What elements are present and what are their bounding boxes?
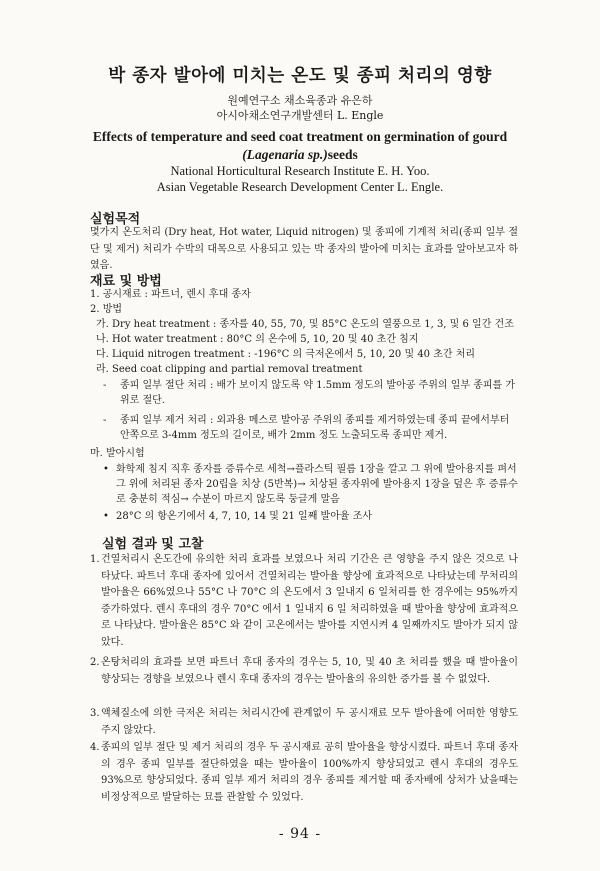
method-seed-coat: 라. Seed coat clipping and partial removal treatment [96,364,363,375]
bullet-dot-1: • [103,464,109,475]
germination-test-label: 마. 발아시험 [90,448,145,459]
objective-heading: 실험목적 [90,212,141,227]
english-affiliation-2: Asian Vegetable Research Development Center L. Engle. [156,180,444,194]
method-hot-water: 나. Hot water treatment : 80°C 의 온수에 5, 10, 20 및 40 초간 침지 [96,334,419,345]
method-label: 2. 방법 [90,304,123,315]
germination-survey: 28°C 의 항온기에서 4, 7, 10, 14 및 21 일째 발아율 조사 [116,511,373,522]
bullet-dash-1: - [103,380,107,391]
results-heading: 실험 결과 및 고찰 [102,537,204,552]
result-item-2: 2. 온탕처리의 효과를 보면 파트너 후대 종자의 경우는 5, 10, 및 40 초 처리를 했을 때 발아율이 향상되는 경향을 보였으나 렌시 후대 종자의 경우는 발아율의 유의한 증가를 볼 수 없었다. [90,657,518,685]
seed-coat-clipping: 종피 일부 절단 처리 : 배가 보이지 않도록 약 1.5mm 정도의 발아공 주위의 일부 종피를 가위로 절단. [120,380,516,406]
result-item-4: 4. 종피의 일부 절단 및 제거 처리의 경우 두 공시재료 공히 발아율을 향상시켰다. 파트너 후대 종자의 경우 종피 일부를 절단하였을 때는 발아율이 100%까지 향상되었고 렌시 후대의 경우도 93%으로 향상되었다. 종피 일부 제거 처리의 경우 종피를 제거할 때 종자배에 상처가 났을때는 비정상적으로 발달하는 묘를 관찰할 수 있었다. [90,742,518,803]
material-line: 1. 공시재료 : 파트너, 렌시 후대 종자 [90,289,251,300]
page-title: 박 종자 발아에 미치는 온도 및 종피 처리의 영향 [108,66,492,86]
result-item-1: 1. 건열처리시 온도간에 유의한 처리 효과를 보였으나 처리 기간은 큰 영향을 주지 않은 것으로 나타났다. 파트너 후대 종자에 있어서 건열처리는 발아율 향상에 효과적으로 나타났는데 무처리의 발아율은 66%였으나 55°C 나 70°C 의 온도에서 3 일내지 6 일처리를 한 경우에는 95%까지 증가하였다. 렌시 후대의 경우 70°C 에서 1 일내지 6 일 처리하였을 때 발아율 향상에 효과적으로 나타났다. 발아율은 85°C 와 같이 고온에서는 발아를 지연시켜 4 일째까지도 발아가 되지 않았다. [90,554,518,648]
result-item-3: 3. 액체질소에 의한 극저온 처리는 처리시간에 관계없이 두 공시재료 모두 발아율에 어떠한 영향도 주지 않았다. [90,708,518,736]
page-number: - 94 - [278,826,322,842]
methods-heading: 재료 및 방법 [90,274,162,289]
seed-coat-removal: 종피 일부 제거 처리 : 외과용 메스로 발아공 주위의 종피를 제거하였는데 종피 끝에서부터 안쪽으로 3-4mm 정도의 길이로, 배가 2mm 정도 노출되도록 종피만 제거. [120,415,510,441]
korean-affiliation-2: 아시아채소연구개발센터 L. Engle [216,109,384,122]
korean-affiliation-1: 원예연구소 채소육종과 유은하 [227,94,373,107]
species-name: (Lagenaria sp.) [242,147,328,162]
english-affiliation-1: National Horticultural Research Institute E. H. Yoo. [170,164,430,178]
method-liquid-nitrogen: 다. Liquid nitrogen treatment : -196°C 의 극저온에서 5, 10, 20 및 40 초간 처리 [96,349,476,360]
method-dry-heat: 가. Dry heat treatment : 종자를 40, 55, 70, 및 85°C 온도의 열풍으로 1, 3, 및 6 일간 건조 [96,319,514,330]
germination-procedure: 화학제 침지 직후 종자를 증류수로 세척→플라스틱 필름 1장을 깔고 그 위에 발아용지를 펴서 그 위에 처리된 종자 20립을 치상 (5반복)→ 치상된 종자위에 발아용지 1장을 덮은 후 증류수로 충분히 적심→ 수분이 마르지 않도록 둥글게 말음 [116,464,518,505]
english-title-suffix: seeds [327,147,358,162]
english-title-line2 [0,147,600,163]
bullet-dash-2: - [103,415,107,426]
bullet-dot-2: • [103,511,109,522]
objective-text: 몇가지 온도처리 (Dry heat, Hot water, Liquid nitrogen) 및 종피에 기계적 처리(종피 일부 절단 및 제거) 처리가 수박의 대목으로 사용되고 있는 박 종자의 발아에 미치는 효과를 알아보고자 하였음. [90,227,518,271]
english-title-line1: Effects of temperature and seed coat treatment on germination of gourd [92,129,508,144]
